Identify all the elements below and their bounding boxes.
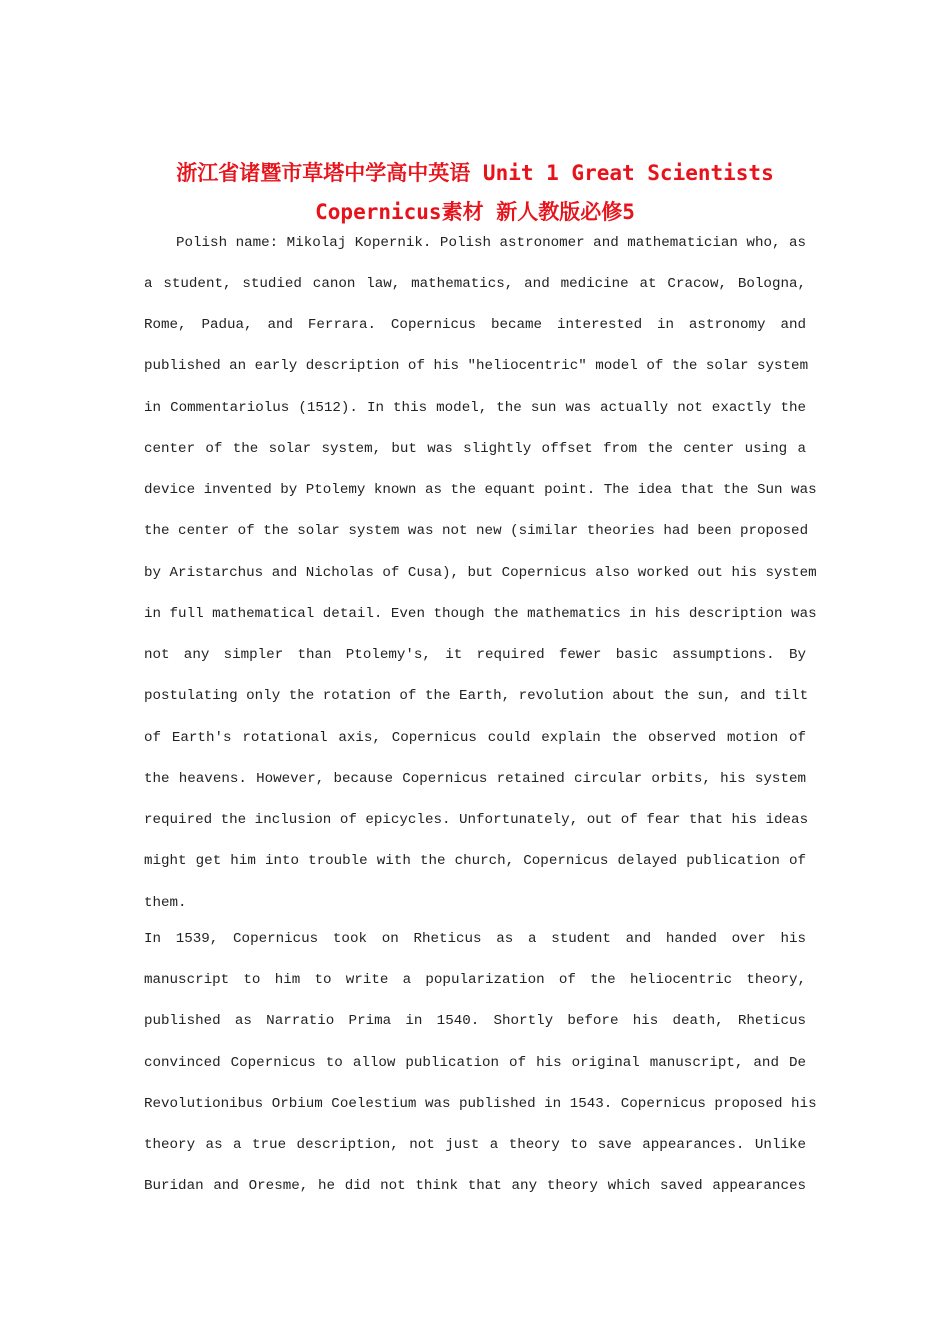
text-line: of Earth's rotational axis, Copernicus could explain the observed motion of	[144, 730, 806, 746]
text-line: Revolutionibus Orbium Coelestium was published in 1543. Copernicus proposed his	[144, 1096, 817, 1112]
text-line: by Aristarchus and Nicholas of Cusa), but Copernicus also worked out his system	[144, 565, 817, 581]
text-line: Rome, Padua, and Ferrara. Copernicus became interested in astronomy and	[144, 317, 806, 333]
document-title: 浙江省诸暨市草塔中学高中英语 Unit 1 Great Scientists	[176, 161, 774, 185]
document-subtitle: Copernicus素材 新人教版必修5	[315, 200, 635, 224]
text-line: in full mathematical detail. Even though the mathematics in his description was	[144, 606, 817, 622]
text-line: published as Narratio Prima in 1540. Shortly before his death, Rheticus	[144, 1013, 806, 1029]
text-line: the heavens. However, because Copernicus retained circular orbits, his system	[144, 771, 806, 787]
text-line: center of the solar system, but was slightly offset from the center using a	[144, 441, 806, 457]
text-line: convinced Copernicus to allow publication of his original manuscript, and De	[144, 1055, 806, 1071]
text-line: Polish name: Mikolaj Kopernik. Polish astronomer and mathematician who, as	[176, 235, 807, 251]
text-line: in Commentariolus (1512). In this model, the sun was actually not exactly the	[144, 400, 806, 416]
text-line: a student, studied canon law, mathematics, and medicine at Cracow, Bologna,	[144, 276, 806, 292]
text-line: the center of the solar system was not new (similar theories had been proposed	[144, 523, 809, 539]
text-line: required the inclusion of epicycles. Unfortunately, out of fear that his ideas	[144, 812, 809, 828]
text-line: postulating only the rotation of the Earth, revolution about the sun, and tilt	[144, 688, 809, 704]
text-line: them.	[144, 895, 187, 911]
text-line: manuscript to him to write a popularization of the heliocentric theory,	[144, 972, 806, 988]
text-line: might get him into trouble with the church, Copernicus delayed publication of	[144, 853, 806, 869]
text-line: In 1539, Copernicus took on Rheticus as a student and handed over his	[144, 931, 806, 947]
text-line: device invented by Ptolemy known as the equant point. The idea that the Sun was	[144, 482, 817, 498]
text-line: theory as a true description, not just a theory to save appearances. Unlike	[144, 1137, 806, 1153]
text-line: not any simpler than Ptolemy's, it required fewer basic assumptions. By	[144, 647, 806, 663]
text-line: published an early description of his "heliocentric" model of the solar system	[144, 358, 809, 374]
text-line: Buridan and Oresme, he did not think that any theory which saved appearances	[144, 1178, 806, 1194]
